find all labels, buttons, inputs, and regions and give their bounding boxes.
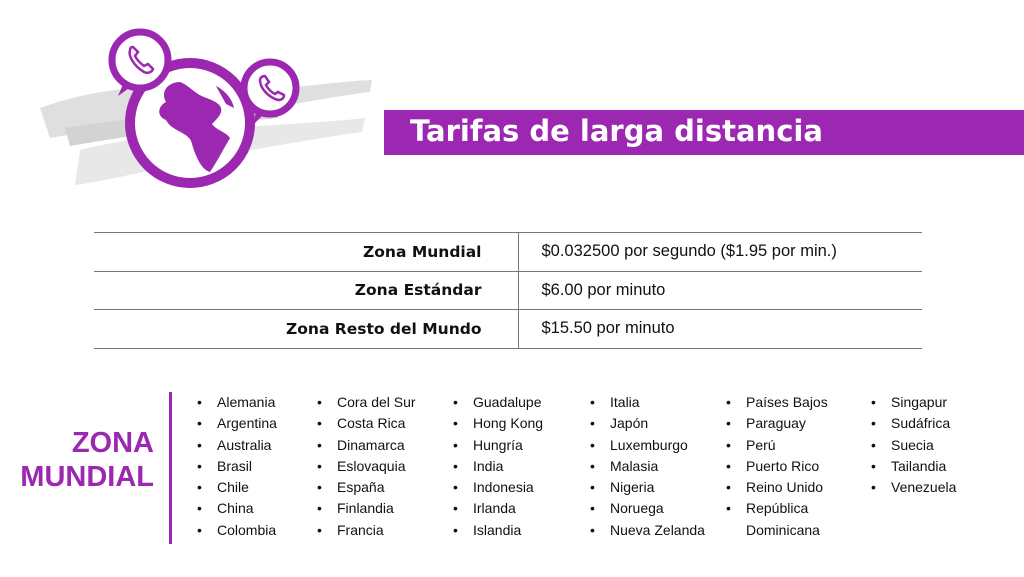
table-row <box>94 233 922 272</box>
list-item: • Venezuela <box>871 477 956 498</box>
list-item: • Dinamarca <box>317 435 416 456</box>
list-item: • Italia <box>590 392 705 413</box>
list-item: • Nueva Zelanda <box>590 520 705 541</box>
list-item: • Noruega <box>590 498 705 519</box>
list-item: • Países Bajos <box>726 392 828 413</box>
zone-label-line2: MUNDIAL <box>20 461 154 493</box>
list-item: • Suecia <box>871 435 956 456</box>
list-item: • Irlanda <box>453 498 543 519</box>
list-item: • Japón <box>590 413 705 434</box>
list-item: • Colombia <box>197 520 277 541</box>
list-item: • India <box>453 456 543 477</box>
list-item: • Nigeria <box>590 477 705 498</box>
list-item: • República <box>726 498 828 519</box>
zone-price: $0.032500 por segundo ($1.95 por min.) <box>518 233 922 272</box>
rates-table <box>94 232 922 349</box>
list-item: • Chile <box>197 477 277 498</box>
list-item: • Cora del Sur <box>317 392 416 413</box>
list-item: • Guadalupe <box>453 392 543 413</box>
list-item: • Tailandia <box>871 456 956 477</box>
list-item: • Costa Rica <box>317 413 416 434</box>
page-title: Tarifas de larga distancia <box>410 114 823 148</box>
list-item: • China <box>197 498 277 519</box>
list-item: • España <box>317 477 416 498</box>
zone-name: Zona Resto del Mundo <box>94 310 518 349</box>
zone-name: Zona Mundial <box>94 233 518 272</box>
list-item: • Hong Kong <box>453 413 543 434</box>
zone-price: $15.50 por minuto <box>518 310 922 349</box>
list-item: • Malasia <box>590 456 705 477</box>
zone-label-line1: ZONA <box>71 427 154 459</box>
globe-with-phone-bubbles-icon <box>20 20 380 200</box>
zone-name: Zona Estándar <box>94 271 518 310</box>
divider <box>169 392 172 544</box>
list-item: • Argentina <box>197 413 277 434</box>
list-item: • Australia <box>197 435 277 456</box>
list-item: • Paraguay <box>726 413 828 434</box>
list-item: • Alemania <box>197 392 277 413</box>
list-item: • Reino Unido <box>726 477 828 498</box>
country-list-col6 <box>871 392 956 498</box>
list-item: • Indonesia <box>453 477 543 498</box>
country-list-col2 <box>317 392 416 541</box>
list-item: • Hungría <box>453 435 543 456</box>
list-item: • Singapur <box>871 392 956 413</box>
country-list-col5 <box>726 392 828 541</box>
list-item-continuation: Dominicana <box>746 521 820 538</box>
list-item: • Francia <box>317 520 416 541</box>
list-item: • Puerto Rico <box>726 456 828 477</box>
list-item: • Perú <box>726 435 828 456</box>
list-item: • Sudáfrica <box>871 413 956 434</box>
country-list-col4 <box>590 392 705 541</box>
list-item: • Islandia <box>453 520 543 541</box>
country-list-col3 <box>453 392 543 541</box>
table-row <box>94 271 922 310</box>
list-item: • Luxemburgo <box>590 435 705 456</box>
list-item: • Eslovaquia <box>317 456 416 477</box>
list-item: • Brasil <box>197 456 277 477</box>
table-row <box>94 310 922 349</box>
list-item: • Finlandia <box>317 498 416 519</box>
zone-price: $6.00 por minuto <box>518 271 922 310</box>
country-list-col1 <box>197 392 277 541</box>
zone-mundial-label <box>18 426 154 494</box>
